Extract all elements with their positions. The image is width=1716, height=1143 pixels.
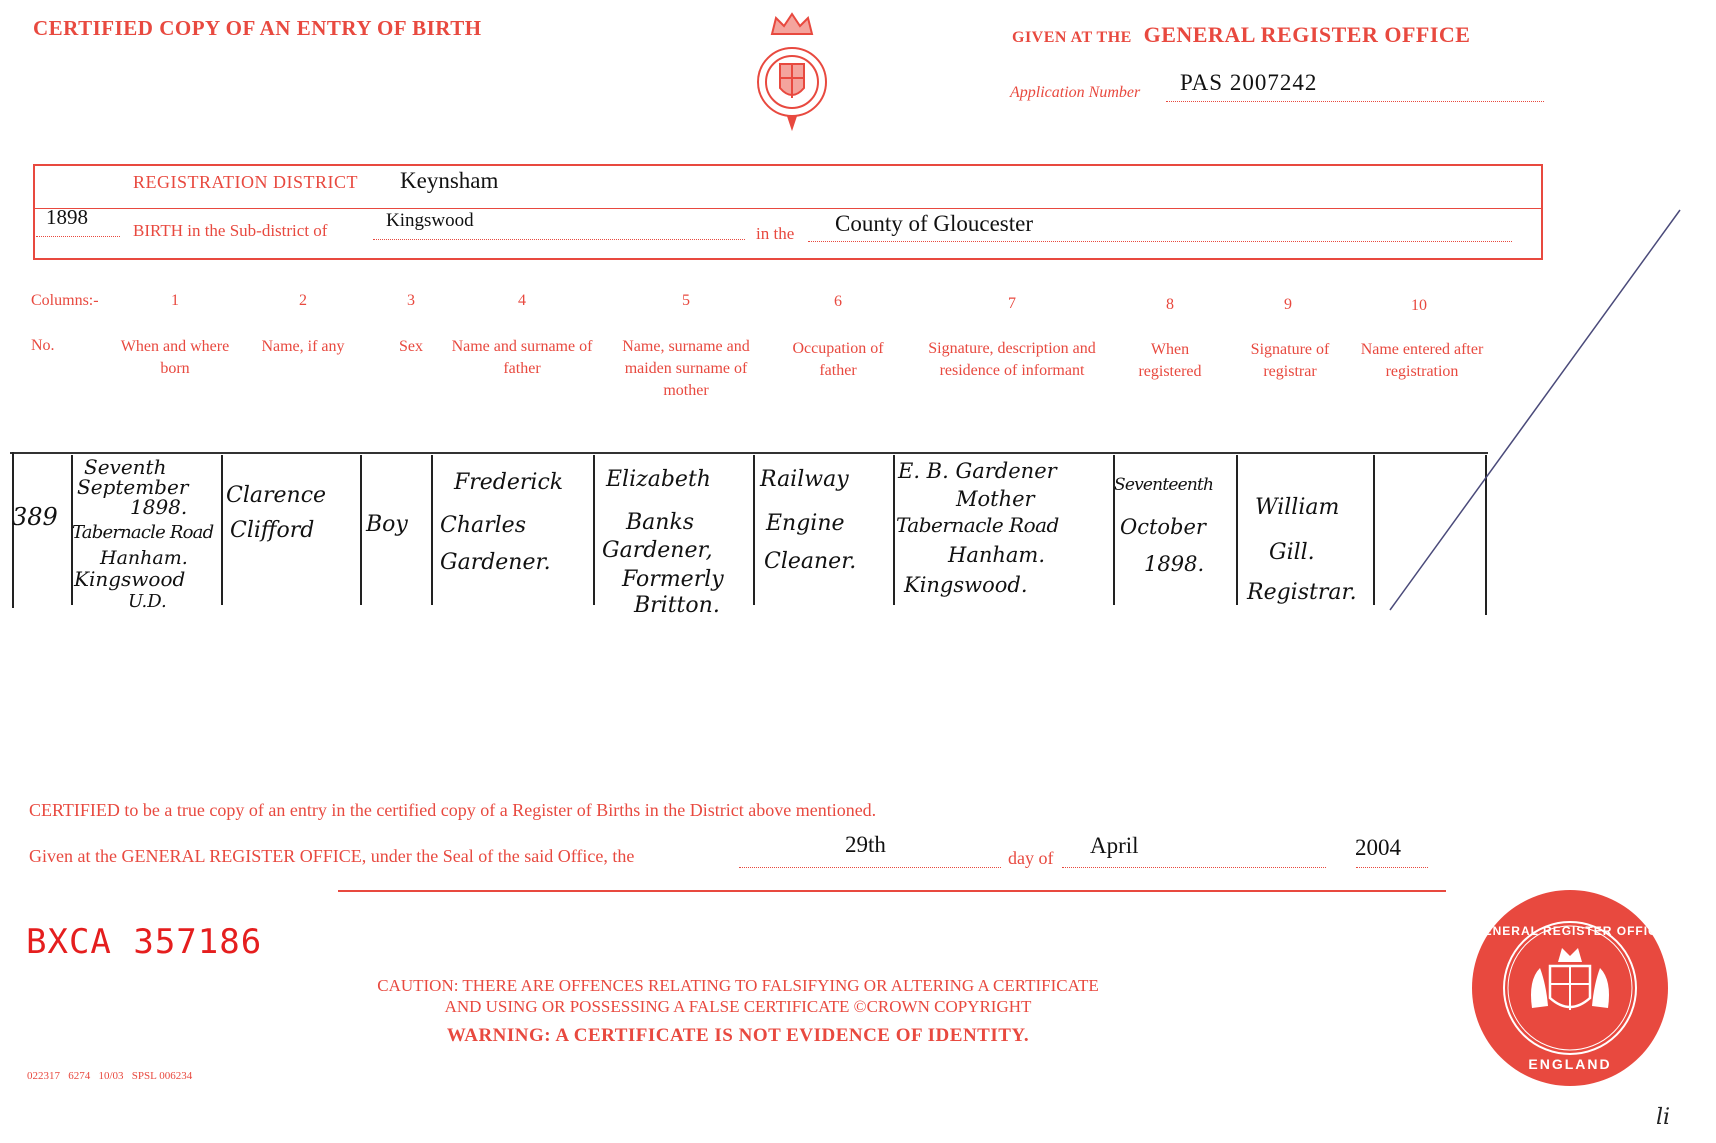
- col-num-6: 6: [834, 293, 842, 310]
- diagonal-strike-line: [1380, 200, 1700, 620]
- certification-month: April: [1090, 833, 1139, 858]
- royal-crest-icon: [752, 10, 832, 135]
- col-num-9: 9: [1284, 296, 1292, 313]
- entry-line: Tabernacle Road: [72, 522, 214, 543]
- seal-bottom-text: ENGLAND: [1528, 1056, 1612, 1072]
- given-at-header: [1012, 22, 1470, 48]
- application-number: PAS 2007242: [1180, 70, 1318, 95]
- entry-line: Elizabeth: [606, 467, 711, 492]
- entry-line: Registrar.: [1247, 580, 1357, 605]
- application-dotted-line: [1166, 100, 1544, 102]
- month-dotted-line: [1062, 866, 1326, 868]
- sub-district-value: Kingswood: [386, 210, 474, 231]
- entry-col-divider: [593, 455, 595, 605]
- caution-block: [338, 975, 1138, 1017]
- given-prefix: GIVEN AT THE: [1012, 29, 1132, 46]
- entry-line: Britton.: [634, 593, 720, 618]
- entry-col-divider: [1236, 455, 1238, 605]
- col-num-3: 3: [407, 292, 415, 309]
- entry-line: Cleaner.: [764, 549, 857, 574]
- entry-line: Banks: [626, 510, 695, 535]
- registration-divider: [35, 208, 1541, 209]
- registration-year: 1898: [46, 205, 88, 229]
- corner-handwritten-mark: li: [1656, 1105, 1671, 1130]
- seal-top-text: GENERAL REGISTER OFFICE: [1473, 924, 1667, 938]
- entry-line: Seventeenth: [1114, 475, 1214, 495]
- col-head-10: Name entered after registration: [1360, 341, 1484, 380]
- col-num-4: 4: [518, 292, 526, 309]
- entry-line: September: [77, 475, 189, 499]
- entry-col-divider: [431, 455, 433, 605]
- entry-line: Tabernacle Road: [896, 513, 1059, 537]
- entry-line: Kingswood: [74, 567, 186, 591]
- entry-line: 1898.: [1144, 552, 1205, 576]
- entry-line: Mother: [956, 487, 1035, 511]
- day-of-label: day of: [1008, 848, 1054, 868]
- day-dotted-line: [739, 866, 1001, 868]
- given-office: GENERAL REGISTER OFFICE: [1143, 22, 1471, 47]
- entry-line: E. B. Gardener: [898, 459, 1057, 483]
- in-the-label: in the: [756, 224, 795, 243]
- col-num-5: 5: [682, 292, 690, 309]
- caution-line1: CAUTION: THERE ARE OFFENCES RELATING TO FALSIFYING OR ALTERING A CERTIFICATE: [377, 976, 1099, 995]
- entry-number: 389: [12, 503, 58, 531]
- col-head-9: Signature of registrar: [1250, 341, 1330, 380]
- caution-line2: AND USING OR POSSESSING A FALSE CERTIFICATE ©CROWN COPYRIGHT: [444, 997, 1032, 1016]
- col-head-4: Name and surname of father: [451, 338, 593, 377]
- gro-seal: [1470, 888, 1670, 1088]
- col-head-3: Sex: [399, 338, 423, 355]
- entry-line: Engine: [766, 511, 845, 536]
- district-value: Keynsham: [400, 168, 499, 193]
- entry-line: Gardener,: [602, 538, 713, 563]
- birth-label: BIRTH in the Sub-district of: [133, 221, 328, 240]
- entry-line: Gardener.: [440, 550, 551, 575]
- certification-line2: Given at the GENERAL REGISTER OFFICE, under the Seal of the said Office, the: [29, 846, 635, 866]
- entry-line: Hanham.: [948, 543, 1045, 567]
- col-head-1: When and where born: [120, 338, 230, 377]
- col-num-7: 7: [1008, 295, 1016, 312]
- entry-line: Clifford: [230, 518, 315, 543]
- entry-line: Railway: [760, 467, 849, 492]
- no-label: No.: [31, 337, 55, 354]
- certification-day: 29th: [845, 832, 886, 857]
- entry-line: October: [1120, 515, 1206, 539]
- year-dotted-line: [36, 235, 120, 237]
- warning-text: WARNING: A CERTIFICATE IS NOT EVIDENCE OF IDENTITY.: [446, 1025, 1030, 1046]
- entry-line: Frederick: [454, 470, 564, 495]
- entry-line: Kingswood.: [904, 573, 1028, 597]
- entry-line: Gill.: [1269, 540, 1315, 565]
- entry-col-divider: [1373, 455, 1375, 605]
- col-head-6: Occupation of father: [792, 340, 884, 379]
- entry-top-rule: [10, 452, 1488, 454]
- certification-year: 2004: [1355, 835, 1401, 860]
- col-num-2: 2: [299, 292, 307, 309]
- application-label: Application Number: [1010, 84, 1141, 101]
- subdistrict-dotted-line: [373, 238, 745, 240]
- entry-line: U.D.: [128, 591, 167, 612]
- entry-col-divider: [893, 455, 895, 605]
- entry-line: Seventh: [84, 455, 167, 479]
- col-num-8: 8: [1166, 296, 1174, 313]
- entry-col-divider: [360, 455, 362, 605]
- entry-sex: Boy: [366, 512, 408, 537]
- serial-number: BXCA 357186: [26, 922, 263, 962]
- col-num-1: 1: [171, 292, 179, 309]
- col-head-8: When registered: [1138, 341, 1202, 380]
- entry-col-divider: [753, 455, 755, 605]
- entry-line: Charles: [440, 513, 526, 538]
- entry-line: 1898.: [130, 495, 188, 519]
- col-head-5: Name, surname and maiden surname of mother: [622, 338, 750, 399]
- col-head-7: Signature, description and residence of informant: [928, 340, 1096, 379]
- col-num-10: 10: [1411, 297, 1427, 314]
- col-head-2: Name, if any: [261, 338, 345, 355]
- certification-line1: CERTIFIED to be a true copy of an entry in the certified copy of a Register of Births in the District above mentioned.: [29, 800, 877, 820]
- entry-line: Hanham.: [100, 547, 188, 569]
- year-dotted-line-2: [1356, 866, 1428, 868]
- entry-line: William: [1255, 495, 1340, 520]
- columns-label: Columns:-: [31, 292, 99, 309]
- certificate-title: CERTIFIED COPY OF AN ENTRY OF BIRTH: [33, 16, 482, 40]
- entry-line: Clarence: [226, 483, 327, 508]
- footer-code: 022317 6274 10/03 SPSL 006234: [27, 1070, 193, 1082]
- entry-line: Formerly: [622, 567, 724, 592]
- certification-rule: [338, 890, 1446, 892]
- county-value: County of Gloucester: [835, 211, 1034, 236]
- entry-col-divider: [221, 455, 223, 605]
- district-label: REGISTRATION DISTRICT: [133, 172, 358, 192]
